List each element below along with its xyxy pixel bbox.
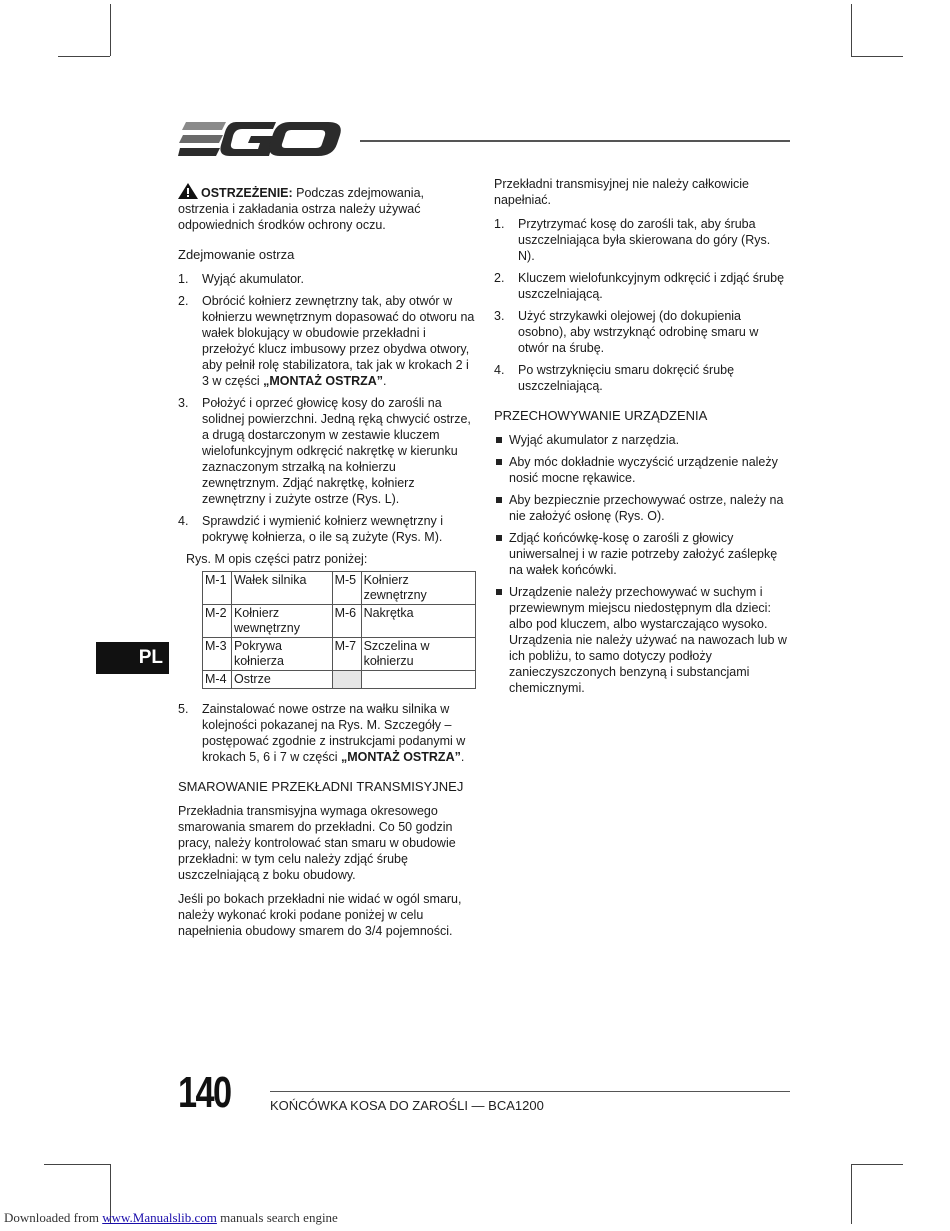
table-row bbox=[203, 671, 476, 689]
list-item: Urządzenie należy przechowywać w suchym i przewiewnym miejscu niedostępnym dla dzieci: albo pod kluczem, albo wystarczająco wysoko. Urządzenia nie należy używać na nawozach lub w ich pobliżu, to samo dotyczy podłoży zanieczyszczonych benzyną i substancjami chemicznymi. bbox=[494, 584, 790, 696]
table-row bbox=[203, 605, 476, 638]
crop-mark bbox=[851, 1164, 903, 1165]
step-number: 4. bbox=[178, 514, 189, 528]
step-number: 1. bbox=[178, 272, 189, 286]
list-item: Zdjąć końcówkę-kosę o zarośli z głowicy uniwersalnej i w razie potrzeby założyć zaślepkę na wałek końcówki. bbox=[494, 530, 790, 578]
crop-mark bbox=[851, 1164, 852, 1224]
left-column bbox=[178, 183, 476, 947]
download-prefix: Downloaded from bbox=[4, 1210, 103, 1225]
step-number: 2. bbox=[178, 294, 189, 308]
table-cell: M-5 bbox=[332, 572, 361, 605]
step-number: 3. bbox=[494, 309, 505, 323]
language-tab: PL bbox=[96, 642, 169, 674]
table-cell: Szczelina w kołnierzu bbox=[361, 638, 475, 671]
header-rule bbox=[360, 140, 790, 142]
list-item bbox=[178, 293, 476, 389]
paragraph: Przekładnia transmisyjna wymaga okresowego smarowania smarem do przekładni. Co 50 godzin pracy, należy kontrolować stan smaru w obudowie przekładni: w tym celu należy zdjąć śrubę uszczelniającą z boku obudowy. bbox=[178, 804, 456, 882]
crop-mark bbox=[851, 4, 852, 56]
table-cell: M-7 bbox=[332, 638, 361, 671]
footer-rule bbox=[270, 1091, 790, 1092]
table-cell: M-6 bbox=[332, 605, 361, 638]
list-item bbox=[494, 308, 790, 356]
step-reference: „MONTAŻ OSTRZA” bbox=[263, 374, 384, 388]
step-text: Po wstrzyknięciu smaru dokręcić śrubę uszczelniającą. bbox=[518, 363, 735, 393]
manualslib-link[interactable]: www.Manualslib.com bbox=[102, 1210, 217, 1225]
removal-steps bbox=[178, 271, 476, 545]
step-text-end: . bbox=[383, 374, 387, 388]
table-cell: Ostrze bbox=[231, 671, 332, 689]
storage-list bbox=[494, 432, 790, 696]
removal-heading: Zdejmowanie ostrza bbox=[178, 247, 295, 262]
step-number: 4. bbox=[494, 363, 505, 377]
page-number: 140 bbox=[178, 1068, 231, 1117]
table-cell: M-3 bbox=[203, 638, 232, 671]
table-cell: M-2 bbox=[203, 605, 232, 638]
table-cell bbox=[332, 671, 361, 689]
table-cell: Kołnierz zewnętrzny bbox=[361, 572, 475, 605]
list-item bbox=[178, 701, 476, 765]
lubrication-heading: SMAROWANIE PRZEKŁADNI TRANSMISYJNEJ bbox=[178, 779, 464, 794]
lubrication-steps bbox=[494, 216, 790, 394]
step-reference: „MONTAŻ OSTRZA” bbox=[340, 750, 461, 764]
crop-mark bbox=[110, 4, 111, 56]
list-item bbox=[178, 271, 476, 287]
parts-table bbox=[202, 571, 476, 689]
list-item: Wyjąć akumulator z narzędzia. bbox=[494, 432, 790, 448]
paragraph: Przekładni transmisyjnej nie należy całkowicie napełniać. bbox=[494, 177, 749, 207]
step-text: Obrócić kołnierz zewnętrzny tak, aby otwór w kołnierzu wewnętrznym dopasować do otworu na wałek blokujący w obudowie przekładni i przełożyć klucz imbusowy przez obydwa otwory, aby pełnił rolę stabilizatora, tak jak w krokach 2 i 3 w części bbox=[202, 294, 475, 388]
list-item bbox=[494, 270, 790, 302]
download-suffix: manuals search engine bbox=[216, 1210, 338, 1225]
list-item bbox=[494, 362, 790, 394]
step-text: Zainstalować nowe ostrze na wałku silnika w kolejności pokazanej na Rys. M. Szczegóły – postępować zgodnie z instrukcjami podanymi w krokach 5, 6 i 7 w części bbox=[202, 702, 466, 764]
removal-steps-continued bbox=[178, 701, 476, 765]
step-number: 1. bbox=[494, 217, 505, 231]
crop-mark bbox=[58, 56, 110, 57]
table-row bbox=[203, 638, 476, 671]
figure-caption: Rys. M opis części patrz poniżej: bbox=[186, 552, 368, 566]
step-text: Położyć i oprzeć głowicę kosy do zarośli na solidnej powierzchni. Jedną ręką chwycić ostrze, a drugą dostarczonym w zestawie kluczem wielofunkcyjnym odkręcić nakrętkę w kierunku zaznaczonym strzałką na kołnierzu zewnętrznym. Zdjąć nakrętkę, kołnierz zewnętrzny i zużyte ostrze (Rys. L). bbox=[202, 396, 471, 506]
table-cell bbox=[361, 671, 475, 689]
table-cell: Nakrętka bbox=[361, 605, 475, 638]
step-text: Wyjąć akumulator. bbox=[202, 272, 305, 286]
table-row bbox=[203, 572, 476, 605]
table-cell: M-4 bbox=[203, 671, 232, 689]
step-text: Przytrzymać kosę do zarośli tak, aby śruba uszczelniająca była skierowana do góry (Rys. N). bbox=[518, 217, 771, 263]
table-cell: Pokrywa kołnierza bbox=[231, 638, 332, 671]
step-number: 2. bbox=[494, 271, 505, 285]
warning-block bbox=[178, 183, 476, 233]
table-cell: Wałek silnika bbox=[231, 572, 332, 605]
step-text: Sprawdzić i wymienić kołnierz wewnętrzny i pokrywę kołnierza, o ile są zużyte (Rys. M). bbox=[202, 514, 444, 544]
right-column bbox=[494, 176, 790, 702]
list-item: Aby móc dokładnie wyczyścić urządzenie należy nosić mocne rękawice. bbox=[494, 454, 790, 486]
list-item: Aby bezpiecznie przechowywać ostrze, należy na nie założyć osłonę (Rys. O). bbox=[494, 492, 790, 524]
step-text: Kluczem wielofunkcyjnym odkręcić i zdjąć śrubę uszczelniającą. bbox=[518, 271, 785, 301]
warning-triangle-icon bbox=[178, 183, 198, 199]
list-item bbox=[494, 216, 790, 264]
list-item bbox=[178, 513, 476, 545]
list-item bbox=[178, 395, 476, 507]
step-number: 3. bbox=[178, 396, 189, 410]
download-note bbox=[4, 1210, 338, 1226]
storage-heading: PRZECHOWYWANIE URZĄDZENIA bbox=[494, 408, 708, 423]
step-text: Użyć strzykawki olejowej (do dokupienia osobno), aby wstrzyknąć odrobinę smaru w otwór na śrubę. bbox=[518, 309, 759, 355]
crop-mark bbox=[851, 56, 903, 57]
crop-mark bbox=[44, 1164, 110, 1165]
step-text-end: . bbox=[460, 750, 465, 764]
footer-title: KOŃCÓWKA KOSA DO ZAROŚLI — BCA1200 bbox=[270, 1098, 544, 1113]
table-cell: Kołnierz wewnętrzny bbox=[231, 605, 332, 638]
step-number: 5. bbox=[178, 702, 189, 716]
warning-text: Podczas zdejmowania, ostrzenia i zakładania ostrza należy używać odpowiednich środków ochrony oczu. bbox=[178, 186, 424, 232]
table-cell: M-1 bbox=[203, 572, 232, 605]
ego-logo bbox=[178, 118, 346, 162]
warning-label: OSTRZEŻENIE: bbox=[201, 186, 293, 200]
paragraph: Jeśli po bokach przekładni nie widać w ogól smaru, należy wykonać kroki podane poniżej w celu napełnienia obudowy smarem do 3/4 pojemności. bbox=[178, 892, 462, 938]
